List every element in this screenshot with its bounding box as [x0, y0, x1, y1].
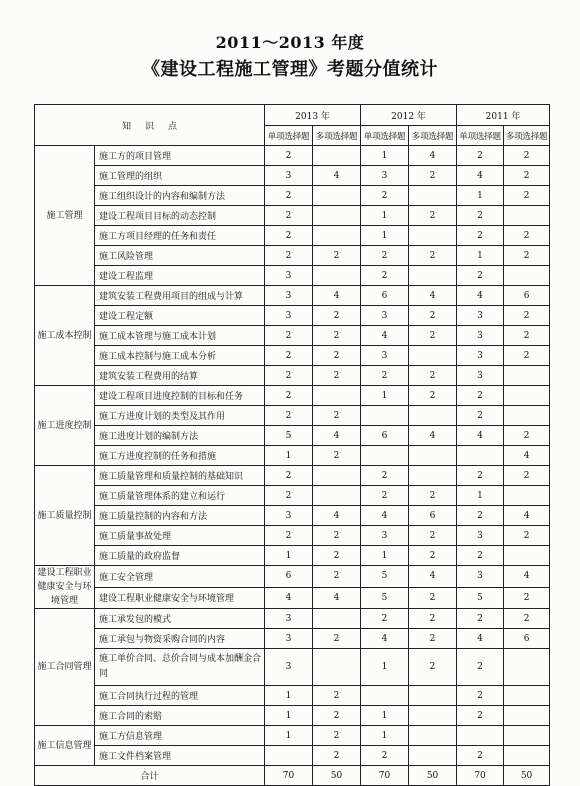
score-cell: [504, 726, 550, 746]
score-cell: [457, 726, 504, 746]
score-cell: 4: [504, 506, 550, 526]
table-row: [35, 649, 550, 686]
score-cell: 2: [504, 346, 550, 366]
score-cell: 2: [504, 146, 550, 166]
score-cell: 2: [265, 486, 313, 506]
topic-cell: 施工合同的索赔: [95, 706, 265, 726]
score-cell: [504, 366, 550, 386]
topic-cell: 建设工程监理: [95, 266, 265, 286]
score-cell: 1: [361, 226, 409, 246]
score-cell: 2: [457, 266, 504, 286]
topic-cell: 施工管理的组织: [95, 166, 265, 186]
category-cell: 施工进度控制: [35, 386, 95, 466]
page-title-years: 2011～2013 年度: [215, 33, 365, 52]
year-2013-header: 2013 年: [265, 105, 361, 126]
table-row: [35, 286, 550, 306]
total-value: 50: [313, 766, 361, 786]
table-row: [35, 566, 550, 588]
score-cell: 4: [313, 506, 361, 526]
score-cell: 2: [361, 466, 409, 486]
score-cell: 6: [504, 286, 550, 306]
score-cell: 2: [265, 226, 313, 246]
score-cell: 2: [457, 206, 504, 226]
score-cell: [409, 346, 457, 366]
score-cell: 2: [313, 726, 361, 746]
score-cell: 1: [457, 246, 504, 266]
score-cell: 1: [361, 706, 409, 726]
score-cell: [313, 466, 361, 486]
topic-cell: 施工方进度控制的任务和措施: [95, 446, 265, 466]
score-cell: 2: [409, 609, 457, 629]
score-cell: 1: [457, 486, 504, 506]
score-cell: 3: [265, 506, 313, 526]
table-row: [35, 526, 550, 546]
score-cell: 2: [409, 486, 457, 506]
score-cell: [409, 446, 457, 466]
score-cell: 3: [361, 306, 409, 326]
topic-cell: 施工成本管理与施工成本计划: [95, 326, 265, 346]
multi-choice-header: 多项选择题: [409, 126, 457, 146]
score-cell: [313, 266, 361, 286]
header-row-years: [35, 105, 550, 126]
topic-cell: 建设工程项目进度控制的目标和任务: [95, 386, 265, 406]
topic-cell: 建设工程职业健康安全与环境管理: [95, 587, 265, 609]
table-row: [35, 386, 550, 406]
score-cell: 2: [504, 326, 550, 346]
score-cell: 2: [361, 366, 409, 386]
score-cell: 3: [265, 266, 313, 286]
score-cell: 4: [313, 166, 361, 186]
score-cell: [361, 686, 409, 706]
page-title: 《建设工程施工管理》考题分值统计: [142, 59, 438, 80]
score-cell: 2: [457, 466, 504, 486]
score-cell: [409, 406, 457, 426]
table-row: [35, 146, 550, 166]
score-cell: 6: [409, 506, 457, 526]
score-cell: 2: [265, 346, 313, 366]
topic-cell: 施工承发包的模式: [95, 609, 265, 629]
score-cell: 4: [457, 286, 504, 306]
topic-cell: 施工进度计划的编制方法: [95, 426, 265, 446]
score-cell: 2: [457, 146, 504, 166]
score-cell: 4: [313, 426, 361, 446]
score-cell: 1: [457, 186, 504, 206]
score-cell: 2: [313, 526, 361, 546]
score-cell: 3: [457, 306, 504, 326]
table-row: [35, 246, 550, 266]
score-cell: 2: [457, 226, 504, 246]
score-cell: 2: [504, 466, 550, 486]
table-body: [35, 146, 550, 766]
score-cell: 2: [265, 386, 313, 406]
table-row: [35, 426, 550, 446]
score-cell: 4: [504, 566, 550, 588]
score-cell: 2: [409, 166, 457, 186]
total-value: 50: [504, 766, 550, 786]
score-cell: 2: [361, 746, 409, 766]
score-cell: 6: [265, 566, 313, 588]
score-cell: 4: [457, 426, 504, 446]
score-cell: [504, 706, 550, 726]
score-cell: 6: [361, 426, 409, 446]
score-cell: 4: [313, 286, 361, 306]
score-cell: 2: [457, 386, 504, 406]
score-cell: [504, 206, 550, 226]
score-cell: 4: [361, 629, 409, 649]
score-cell: 2: [313, 706, 361, 726]
topic-cell: 建筑安装工程费用项目的组成与计算: [95, 286, 265, 306]
topic-cell: 施工质量事故处理: [95, 526, 265, 546]
score-cell: [313, 486, 361, 506]
score-cell: 1: [361, 546, 409, 566]
score-cell: 1: [361, 146, 409, 166]
score-cell: 2: [457, 609, 504, 629]
score-cell: 2: [504, 226, 550, 246]
score-cell: 3: [457, 366, 504, 386]
score-cell: [313, 186, 361, 206]
score-cell: [313, 386, 361, 406]
score-cell: 1: [265, 686, 313, 706]
score-cell: 2: [265, 326, 313, 346]
category-cell: 施工管理: [35, 146, 95, 286]
table-row: [35, 609, 550, 629]
score-cell: 6: [361, 286, 409, 306]
score-cell: 2: [409, 386, 457, 406]
score-cell: 3: [265, 609, 313, 629]
score-cell: [409, 266, 457, 286]
score-cell: 5: [265, 426, 313, 446]
score-cell: 2: [504, 166, 550, 186]
score-cell: [313, 146, 361, 166]
topic-cell: 施工合同执行过程的管理: [95, 686, 265, 706]
score-cell: 5: [361, 566, 409, 588]
score-cell: 4: [457, 629, 504, 649]
score-cell: 2: [504, 526, 550, 546]
topic-cell: 建设工程项目目标的动态控制: [95, 206, 265, 226]
score-cell: [504, 386, 550, 406]
score-cell: 2: [265, 526, 313, 546]
total-value: 70: [361, 766, 409, 786]
score-cell: 2: [313, 746, 361, 766]
category-cell: 施工质量控制: [35, 466, 95, 566]
score-cell: [313, 206, 361, 226]
topic-cell: 建设工程定额: [95, 306, 265, 326]
score-cell: 2: [457, 706, 504, 726]
score-cell: [504, 649, 550, 686]
score-cell: 2: [265, 366, 313, 386]
score-cell: 1: [265, 706, 313, 726]
score-cell: [313, 609, 361, 629]
score-cell: 2: [504, 587, 550, 609]
score-cell: [504, 746, 550, 766]
score-cell: 3: [457, 526, 504, 546]
score-cell: [457, 446, 504, 466]
score-cell: 2: [457, 649, 504, 686]
score-cell: 2: [457, 546, 504, 566]
table-row: [35, 706, 550, 726]
score-cell: [265, 746, 313, 766]
score-cell: 4: [409, 566, 457, 588]
topic-cell: 施工方项目经理的任务和责任: [95, 226, 265, 246]
score-cell: 2: [409, 246, 457, 266]
score-cell: [313, 226, 361, 246]
score-cell: 3: [265, 166, 313, 186]
topic-cell: 施工单价合同、总价合同与成本加酬金合同: [95, 649, 265, 686]
score-cell: 2: [409, 629, 457, 649]
score-cell: 4: [457, 166, 504, 186]
score-cell: [409, 726, 457, 746]
score-cell: [409, 746, 457, 766]
score-cell: 2: [265, 146, 313, 166]
score-cell: 2: [409, 649, 457, 686]
score-cell: 3: [265, 649, 313, 686]
score-cell: 2: [265, 186, 313, 206]
score-cell: [504, 546, 550, 566]
table-row: [35, 466, 550, 486]
table-row: [35, 186, 550, 206]
score-cell: 2: [313, 346, 361, 366]
table-row: [35, 226, 550, 246]
score-cell: [409, 686, 457, 706]
score-cell: 2: [361, 266, 409, 286]
total-value: 70: [265, 766, 313, 786]
score-cell: 4: [313, 587, 361, 609]
score-cell: 2: [313, 686, 361, 706]
table-row: [35, 366, 550, 386]
table-row: [35, 506, 550, 526]
score-cell: 2: [313, 566, 361, 588]
score-cell: 1: [361, 386, 409, 406]
table-row: [35, 326, 550, 346]
score-cell: 4: [409, 146, 457, 166]
score-cell: 3: [265, 286, 313, 306]
score-cell: [409, 466, 457, 486]
table-row: [35, 629, 550, 649]
score-cell: 4: [265, 587, 313, 609]
score-cell: 3: [457, 566, 504, 588]
table-row: [35, 206, 550, 226]
score-cell: 3: [361, 346, 409, 366]
topic-cell: 施工安全管理: [95, 566, 265, 588]
topic-cell: 施工方信息管理: [95, 726, 265, 746]
score-cell: 2: [313, 446, 361, 466]
topic-cell: 施工风险管理: [95, 246, 265, 266]
score-cell: 2: [313, 326, 361, 346]
score-cell: 4: [504, 446, 550, 466]
score-cell: 2: [504, 246, 550, 266]
score-cell: [504, 406, 550, 426]
score-cell: 3: [361, 526, 409, 546]
topic-cell: 施工组织设计的内容和编制方法: [95, 186, 265, 206]
score-cell: 4: [409, 286, 457, 306]
score-cell: 2: [457, 746, 504, 766]
score-cell: [504, 686, 550, 706]
score-cell: 2: [361, 609, 409, 629]
score-cell: 2: [313, 629, 361, 649]
topic-cell: 施工质量的政府监督: [95, 546, 265, 566]
topic-cell: 施工方进度计划的类型及其作用: [95, 406, 265, 426]
table-row: [35, 306, 550, 326]
total-row: [35, 766, 550, 786]
score-cell: 3: [265, 306, 313, 326]
table-row: [35, 486, 550, 506]
score-cell: 2: [265, 206, 313, 226]
score-cell: 1: [265, 546, 313, 566]
score-cell: 2: [457, 686, 504, 706]
score-cell: 2: [265, 466, 313, 486]
multi-choice-header: 多项选择题: [313, 126, 361, 146]
topic-cell: 施工文件档案管理: [95, 746, 265, 766]
total-value: 50: [409, 766, 457, 786]
score-cell: 2: [409, 326, 457, 346]
score-cell: 2: [504, 306, 550, 326]
single-choice-header: 单项选择题: [265, 126, 313, 146]
score-cell: 3: [361, 166, 409, 186]
score-cell: [409, 706, 457, 726]
score-cell: 2: [265, 246, 313, 266]
total-label: 合计: [35, 766, 265, 786]
score-cell: 1: [265, 446, 313, 466]
score-cell: 2: [409, 366, 457, 386]
score-cell: 2: [504, 609, 550, 629]
topic-cell: 施工质量管理和质量控制的基础知识: [95, 466, 265, 486]
topic-cell: 施工质量管理体系的建立和运行: [95, 486, 265, 506]
table-row: [35, 726, 550, 746]
score-cell: 1: [361, 649, 409, 686]
score-cell: 1: [361, 206, 409, 226]
score-cell: 2: [504, 186, 550, 206]
score-cell: [504, 266, 550, 286]
score-cell: [313, 649, 361, 686]
score-cell: 2: [409, 587, 457, 609]
score-table: [34, 104, 550, 786]
score-cell: 2: [409, 546, 457, 566]
topic-cell: 建筑安装工程费用的结算: [95, 366, 265, 386]
total-value: 70: [457, 766, 504, 786]
table-row: [35, 266, 550, 286]
topic-cell: 施工方的项目管理: [95, 146, 265, 166]
table-row: [35, 686, 550, 706]
score-cell: 2: [361, 486, 409, 506]
score-cell: [504, 486, 550, 506]
table-row: [35, 446, 550, 466]
score-cell: 2: [409, 526, 457, 546]
single-choice-header: 单项选择题: [457, 126, 504, 146]
score-cell: 4: [361, 506, 409, 526]
score-cell: 3: [265, 629, 313, 649]
table-row: [35, 346, 550, 366]
score-cell: 2: [265, 406, 313, 426]
score-cell: [409, 186, 457, 206]
score-cell: 5: [457, 587, 504, 609]
multi-choice-header: 多项选择题: [504, 126, 550, 146]
score-cell: 2: [361, 186, 409, 206]
score-cell: 5: [361, 587, 409, 609]
table-row: [35, 166, 550, 186]
score-cell: 2: [313, 306, 361, 326]
score-cell: 2: [409, 206, 457, 226]
category-cell: 施工合同管理: [35, 609, 95, 726]
score-cell: 1: [265, 726, 313, 746]
score-cell: 3: [457, 326, 504, 346]
score-cell: [361, 446, 409, 466]
category-cell: 施工成本控制: [35, 286, 95, 386]
score-cell: 1: [361, 726, 409, 746]
score-cell: 2: [409, 306, 457, 326]
score-cell: 2: [313, 546, 361, 566]
score-cell: 3: [457, 346, 504, 366]
score-cell: 2: [361, 246, 409, 266]
topic-cell: 施工承包与物资采购合同的内容: [95, 629, 265, 649]
score-cell: [361, 406, 409, 426]
score-cell: 2: [504, 426, 550, 446]
score-cell: 6: [504, 629, 550, 649]
score-cell: 2: [313, 366, 361, 386]
table-row: [35, 406, 550, 426]
score-cell: 4: [361, 326, 409, 346]
score-cell: 2: [313, 246, 361, 266]
table-row: [35, 587, 550, 609]
score-cell: [409, 226, 457, 246]
topic-cell: 施工质量控制的内容和方法: [95, 506, 265, 526]
category-cell: 施工信息管理: [35, 726, 95, 766]
category-cell: 建设工程职业健康安全与环境管理: [35, 566, 95, 609]
year-2012-header: 2012 年: [361, 105, 457, 126]
table-row: [35, 746, 550, 766]
knowledge-header: 知识点: [35, 105, 265, 146]
single-choice-header: 单项选择题: [361, 126, 409, 146]
topic-cell: 施工成本控制与施工成本分析: [95, 346, 265, 366]
score-cell: 2: [313, 406, 361, 426]
score-cell: 2: [457, 506, 504, 526]
table-row: [35, 546, 550, 566]
year-2011-header: 2011 年: [457, 105, 550, 126]
score-cell: 4: [409, 426, 457, 446]
score-cell: 2: [457, 406, 504, 426]
